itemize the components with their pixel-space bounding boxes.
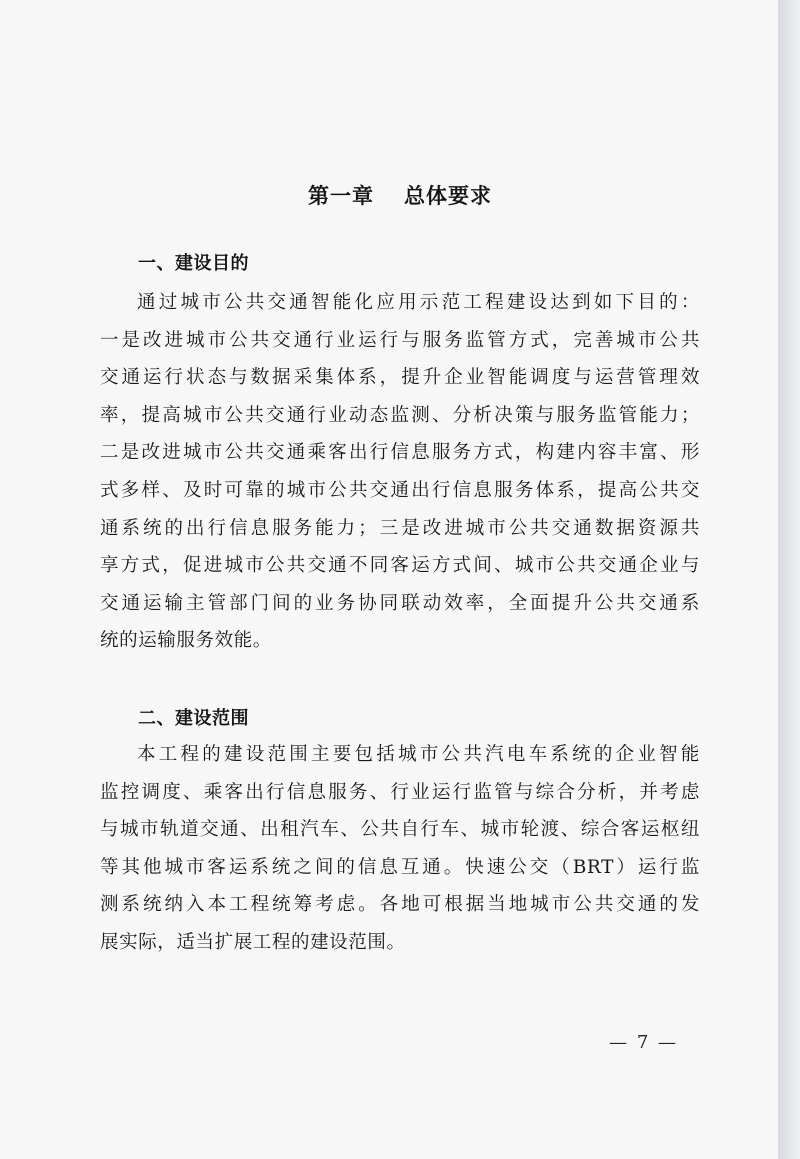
- chapter-number: 第一章: [308, 184, 374, 208]
- chapter-name: 总体要求: [404, 184, 492, 208]
- paragraph-line: 测系统纳入本工程统筹考虑。各地可根据当地城市公共交通的发: [100, 894, 700, 916]
- section-heading-scope: 二、建设范围: [138, 708, 249, 729]
- paragraph-line: 等其他城市客运系统之间的信息互通。快速公交（BRT）运行监: [100, 856, 700, 878]
- chapter-title: [0, 180, 800, 210]
- paragraph-line: 二是改进城市公共交通乘客出行信息服务方式，构建内容丰富、形: [100, 442, 700, 464]
- paragraph-line: 式多样、及时可靠的城市公共交通出行信息服务体系，提高公共交: [100, 479, 700, 501]
- paragraph-scope: [100, 736, 700, 962]
- paragraph-line: 本工程的建设范围主要包括城市公共汽电车系统的企业智能: [137, 744, 700, 765]
- paragraph-line: 统的运输服务效能。: [100, 630, 272, 652]
- paragraph-purpose: [100, 284, 700, 660]
- paragraph-line: 与城市轨道交通、出租汽车、公共自行车、城市轮渡、综合客运枢纽: [100, 819, 700, 841]
- paragraph-line: 展实际，适当扩展工程的建设范围。: [100, 931, 406, 953]
- paragraph-line: 享方式，促进城市公共交通不同客运方式间、城市公共交通企业与: [100, 555, 700, 577]
- paragraph-line: 交通运输主管部门间的业务协同联动效率，全面提升公共交通系: [100, 592, 700, 614]
- paragraph-line: 率，提高城市公共交通行业动态监测、分析决策与服务监管能力；: [100, 404, 700, 426]
- paragraph-line: 一是改进城市公共交通行业运行与服务监管方式，完善城市公共: [100, 329, 700, 351]
- paragraph-line: 通系统的出行信息服务能力；三是改进城市公共交通数据资源共: [100, 517, 700, 539]
- page-edge: [778, 0, 800, 1159]
- paragraph-line: 通过城市公共交通智能化应用示范工程建设达到如下目的：: [137, 292, 700, 313]
- section-heading-purpose: 一、建设目的: [138, 253, 249, 274]
- paragraph-line: 交通运行状态与数据采集体系，提升企业智能调度与运营管理效: [100, 367, 700, 389]
- page-number: — 7 —: [609, 1032, 678, 1053]
- paragraph-line: 监控调度、乘客出行信息服务、行业运行监管与综合分析，并考虑: [100, 781, 700, 803]
